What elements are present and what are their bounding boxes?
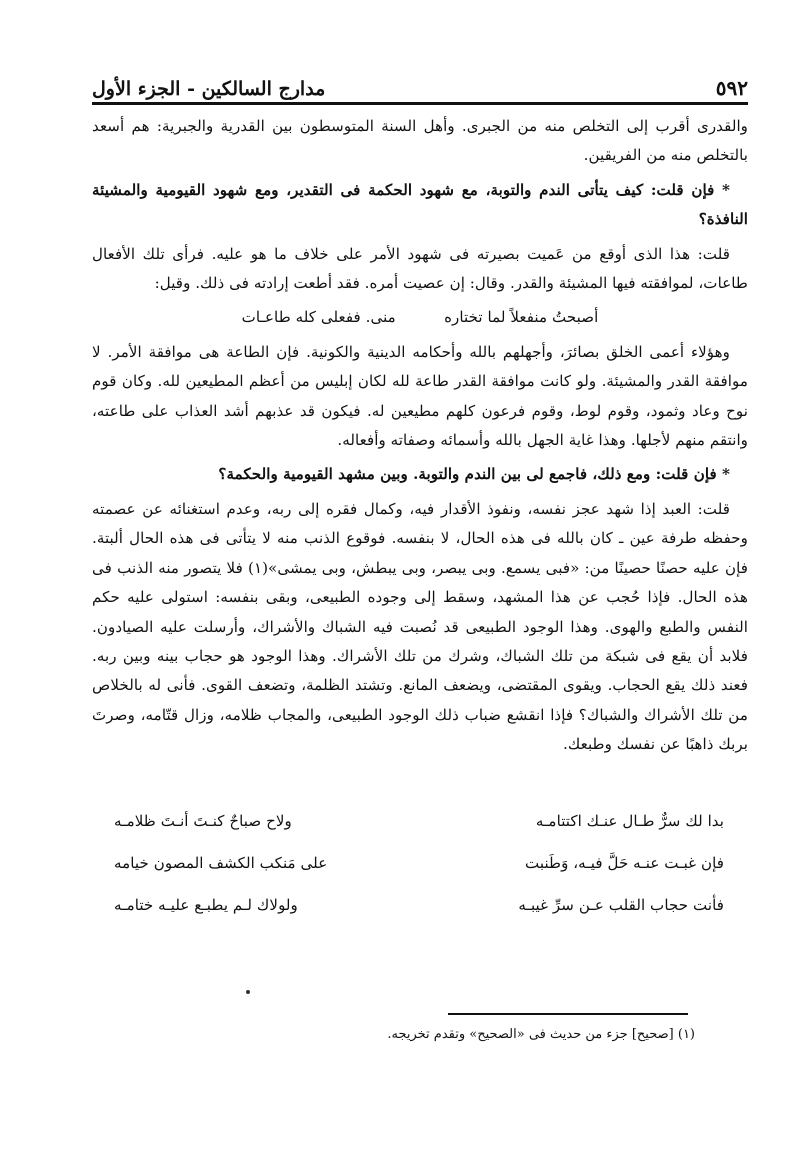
page-header [92, 70, 748, 100]
poem-verse [92, 800, 748, 842]
verse-second-hemistich: ولاح صباحٌ كنـتَ أنـتَ ظلامـه [114, 812, 292, 830]
verse-first-hemistich: فإن غبـت عنـه حَلَّ فيـه، وَطَنبت [524, 854, 724, 872]
poem-verse [92, 884, 748, 926]
footnote: (١) [صحيح] جزء من حديث فى «الصحيح» وتقدم تخريجه. [387, 1027, 695, 1042]
verse-line: أصبحتُ منفعلاً لما تختاره منى. ففعلى كله طاعـات [241, 308, 599, 327]
footnote-rule [448, 1013, 688, 1015]
paragraph: قلت: هذا الذى أوقع من عَميت بصيرته فى شهود الأمر على خلاف ما هو عليه. فرأى تلك الأفعال طاعات، لموافقته فيها المشيئة والقدر. وقال: إن عصيت أمره. فقد أطعت إرادته فى ذلك. وقيل: [92, 244, 748, 293]
verse-first-hemistich: بدا لك سرٌّ طـال عنـك اكتتامـه [535, 812, 724, 830]
verse-first-hemistich: فأنت حجاب القلب عـن سرِّ غيبـه [518, 896, 724, 914]
paragraph: قلت: العبد إذا شهد عجز نفسه، ونفوذ الأقدار فيه، وكمال فقره إلى ربه، وعدم استغنائه عن عصمته وحفظه طرفة عين ـ كان بالله فى هذه الحال، لا بنفسه. فوقوع الذنب منه لا يتأتى فى هذه الحال ألبتة. فإن عليه حصنًا حصينًا من: «فبى يسمع. وبى يبصر، وبى يبطش، وبى يمشى»(١) فلا يتصور منه الذنب فى هذه الحال. فإذا حُجب عن هذا المشهد، وسقط إلى وجوده الطبيعى، وبقى بنفسه: استولى عليه حكم النفس والطبع والهوى. وهذا الوجود الطبيعى قد نُصبت فيه الشباك والأشراك، وأرسلت عليه الصيادون. فلابد أن يقع فى شبكة من تلك الشباك، وشرك من تلك الأشراك. وهذا الوجود هو حجاب بينه وبين ربه. فعند ذلك يقع الحجاب. ويقوى المقتضى، ويضعف المانع. وتشتد الظلمة، وتضعف القوى. فأنى له بالخلاص من تلك الأشراك والشباك؟ فإذا انقشع ضباب ذلك الوجود الطبيعى، والمجاب ظلامه، وزال قتّامه، وصرتَ بربك ذاهبًا عن نفسك وطبعك. [92, 499, 748, 754]
verse-second-hemistich: على مَنكب الكشف المصون خيامه [114, 854, 328, 872]
ink-dot [246, 990, 250, 994]
poem-verse [92, 842, 748, 884]
header-rule [92, 102, 748, 105]
poem [92, 800, 748, 926]
paragraph: وهؤلاء أعمى الخلق بصائرَ، وأجهلهم بالله وأحكامه الدينية والكونية. فإن الطاعة هى موافقة الأمر. لا موافقة القدر والمشيئة. ولو كانت موافقة القدر طاعة لله لكان إبليس من أعظم المطيعين لله. وكان قوم نوح وعاد وثمود، وقوم لوط، وقوم فرعون كلهم مطيعين له. فيكون قد عذبهم أشد العذاب على طاعته، وانتقم منهم لأجلها. وهذا غاية الجهل بالله وأسمائه وصفاته وأفعاله. [92, 342, 748, 450]
verse-second-hemistich: ولولاك لـم يطبـع عليـه ختامـه [114, 896, 298, 914]
page-number: ٥٩٢ [715, 76, 748, 100]
question-paragraph: * فإن قلت: ومع ذلك، فاجمع لى بين الندم والتوبة. وبين مشهد القيومية والحكمة؟ [218, 465, 730, 484]
running-title: مدارج السالكين - الجزء الأول [92, 78, 326, 100]
paragraph: والقدرى أقرب إلى التخلص منه من الجبرى. وأهل السنة المتوسطون بين القدرية والجبرية: هم أسعد بالتخلص منه من الفريقين. [92, 117, 748, 165]
question-paragraph: * فإن قلت: كيف يتأتى الندم والتوبة، مع شهود الحكمة فى التقدير، ومع شهود القيومية والمشيئة النافذة؟ [92, 180, 748, 229]
main-text [92, 112, 748, 765]
